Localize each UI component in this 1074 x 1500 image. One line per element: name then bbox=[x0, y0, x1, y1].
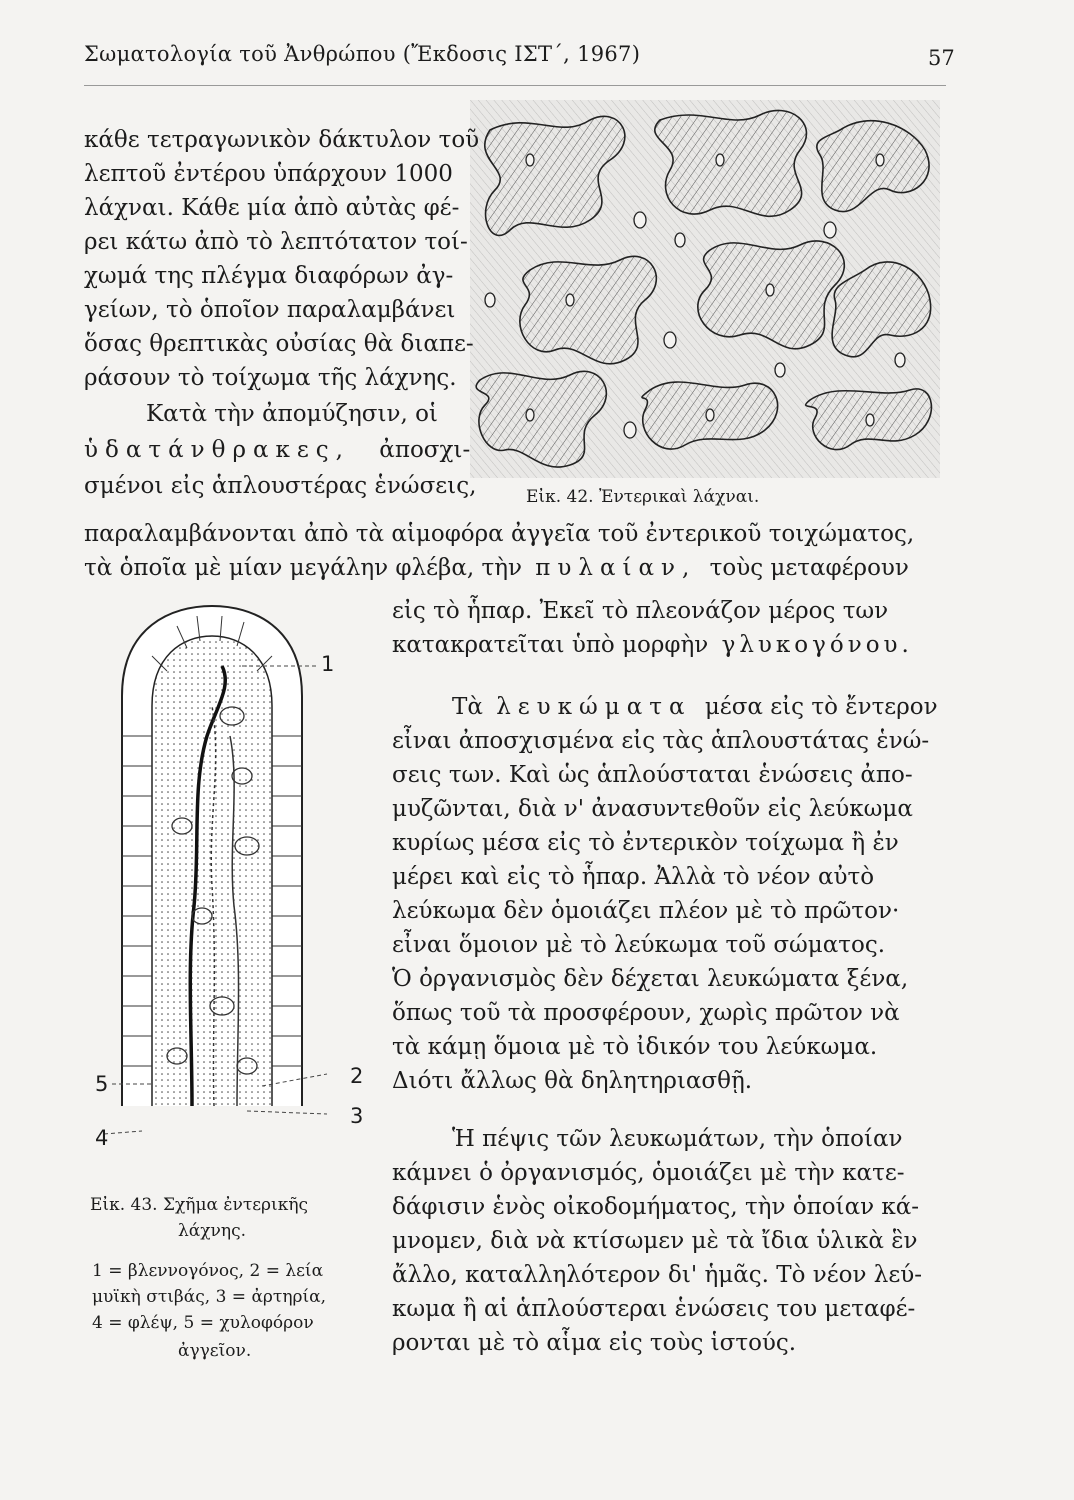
body-line: Ὁ ὀργανισμὸς δὲν δέχεται λευκώματα ξένα, bbox=[392, 966, 909, 992]
body-line: σμένοι εἰς ἁπλουστέρας ἑνώσεις, bbox=[84, 473, 477, 499]
emphasis-term: πυλαίαν, bbox=[535, 555, 697, 581]
body-line bbox=[392, 631, 913, 659]
body-line: Κατὰ τὴν ἀπομύζησιν, οἱ bbox=[146, 401, 438, 427]
fig43-label-3: 3 bbox=[350, 1104, 364, 1128]
fig43-label-5: 5 bbox=[95, 1072, 109, 1096]
villi-illustration bbox=[470, 100, 940, 478]
body-line: λεπτοῦ ἐντέρου ὑπάρχουν 1000 bbox=[84, 161, 453, 187]
emphasis-term: γλυκογόνου. bbox=[721, 632, 913, 658]
fig43-caption-line: 4 = φλέψ, 5 = χυλοφόρον bbox=[92, 1313, 314, 1333]
body-line: τὰ κάμῃ ὅμοια μὲ τὸ ἰδικόν του λεύκωμα. bbox=[392, 1034, 878, 1060]
fig43-caption-line: Εἰκ. 43. Σχῆμα ἐντερικῆς bbox=[90, 1195, 309, 1215]
body-line: σεις των. Καὶ ὡς ἁπλούσταται ἑνώσεις ἀπο- bbox=[392, 762, 913, 788]
body-line: εἶναι ἀποσχισμένα εἰς τὰς ἁπλουστάτας ἑνώ- bbox=[392, 728, 930, 754]
fig43-caption-line: 1 = βλεννογόνος, 2 = λεία bbox=[92, 1261, 324, 1281]
body-line: Ἡ πέψις τῶν λευκωμάτων, τὴν ὁποίαν bbox=[452, 1126, 903, 1152]
fig43-label-4: 4 bbox=[95, 1126, 109, 1150]
fig42-caption: Εἰκ. 42. Ἐντερικαὶ λάχναι. bbox=[526, 487, 760, 507]
body-line: ρονται μὲ τὸ αἷμα εἰς τοὺς ἱστούς. bbox=[392, 1330, 797, 1356]
body-text: τοὺς μεταφέρουν bbox=[709, 555, 909, 581]
body-line: παραλαμβάνονται ἀπὸ τὰ αἱμοφόρα ἀγγεῖα τοῦ ἐντερικοῦ τοιχώματος, bbox=[84, 521, 915, 547]
fig43-caption-line: ἀγγεῖον. bbox=[178, 1341, 252, 1361]
body-line: κωμα ἢ αἱ ἁπλούστεραι ἑνώσεις του μεταφέ- bbox=[392, 1296, 916, 1322]
fig43-caption-line: μυϊκὴ στιβάς, 3 = ἀρτηρία, bbox=[92, 1287, 327, 1307]
villus-diagram bbox=[82, 586, 382, 1186]
body-line: Διότι ἄλλως θὰ δηλητηριασθῇ. bbox=[392, 1068, 753, 1094]
body-line: δάφισιν ἑνὸς οἰκοδομήματος, τὴν ὁποίαν κά- bbox=[392, 1194, 920, 1220]
body-line: ὅπως τοῦ τὰ προσφέρουν, χωρὶς πρῶτον νὰ bbox=[392, 1000, 900, 1026]
body-line: λεύκωμα δὲν ὁμοιάζει πλέον μὲ τὸ πρῶτον· bbox=[392, 898, 900, 924]
body-line: κάμνει ὁ ὀργανισμός, ὁμοιάζει μὲ τὴν κατε- bbox=[392, 1160, 905, 1186]
body-text: κατακρατεῖται ὑπὸ μορφὴν bbox=[392, 632, 709, 658]
body-text: τὰ ὁποῖα μὲ μίαν μεγάλην φλέβα, τὴν bbox=[84, 555, 522, 581]
body-line: ἄλλο, καταλληλότερον δι' ἡμᾶς. Τὸ νέον λεύ- bbox=[392, 1262, 923, 1288]
body-line: λάχναι. Κάθε μία ἀπὸ αὐτὰς φέ- bbox=[84, 195, 460, 221]
body-line: γείων, τὸ ὁποῖον παραλαμβάνει bbox=[84, 297, 456, 323]
body-line: ὅσας θρεπτικὰς οὐσίας θὰ διαπε- bbox=[84, 331, 474, 357]
body-text: Τὰ bbox=[452, 694, 483, 720]
page-number: 57 bbox=[928, 46, 955, 70]
fig43-label-2: 2 bbox=[350, 1064, 364, 1088]
body-text: ἀποσχι- bbox=[379, 437, 471, 463]
header-rule bbox=[84, 85, 946, 86]
emphasis-term: ὑδατάνθρακες, bbox=[84, 437, 350, 463]
body-line: εἰς τὸ ἧπαρ. Ἐκεῖ τὸ πλεονάζον μέρος των bbox=[392, 598, 889, 624]
body-line: μνομεν, διὰ νὰ κτίσωμεν μὲ τὰ ἴδια ὑλικὰ ἓν bbox=[392, 1228, 918, 1254]
body-line: μυζῶνται, διὰ ν' ἀνασυντεθοῦν εἰς λεύκωμα bbox=[392, 796, 913, 822]
body-line: μέρει καὶ εἰς τὸ ἧπαρ. Ἀλλὰ τὸ νέον αὐτὸ bbox=[392, 864, 875, 890]
fig43-caption-line: λάχνης. bbox=[178, 1221, 246, 1241]
body-text: μέσα εἰς τὸ ἔντερον bbox=[704, 694, 938, 720]
running-header: Σωματολογία τοῦ Ἀνθρώπου (Ἔκδοσις ΙΣΤ΄, 1967) bbox=[84, 42, 641, 66]
body-line: χωμά της πλέγμα διαφόρων ἀγ- bbox=[84, 263, 454, 289]
body-line bbox=[452, 693, 938, 721]
body-line: ρει κάτω ἀπὸ τὸ λεπτότατον τοί- bbox=[84, 229, 468, 255]
body-line: κάθε τετραγωνικὸν δάκτυλον τοῦ bbox=[84, 127, 480, 153]
fig43-label-1: 1 bbox=[321, 652, 335, 676]
body-line bbox=[84, 554, 909, 582]
body-line: εἶναι ὅμοιον μὲ τὸ λεύκωμα τοῦ σώματος. bbox=[392, 932, 886, 958]
emphasis-term: λευκώματα bbox=[496, 694, 692, 720]
body-line: κυρίως μέσα εἰς τὸ ἐντερικὸν τοίχωμα ἢ ἐν bbox=[392, 830, 899, 856]
body-line: ράσουν τὸ τοίχωμα τῆς λάχνης. bbox=[84, 365, 457, 391]
body-line bbox=[84, 436, 470, 464]
